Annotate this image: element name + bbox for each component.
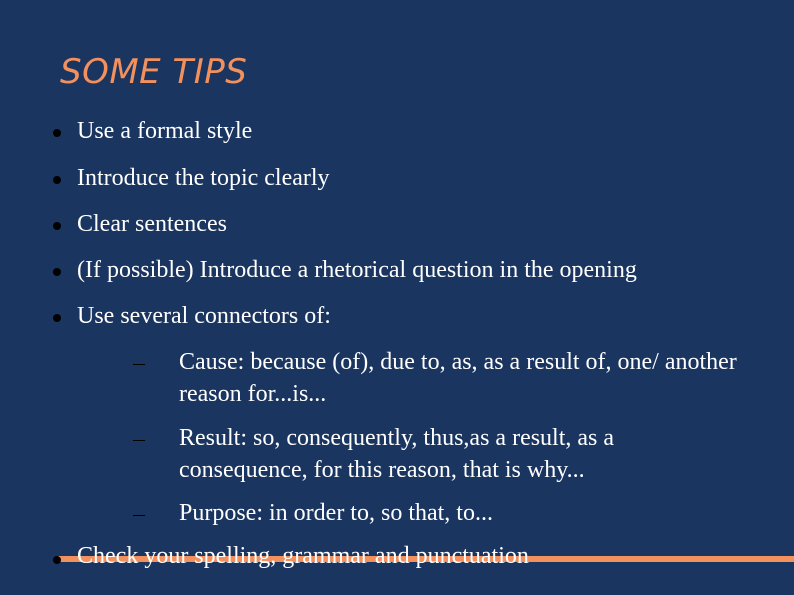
bullet-text: Use a formal style <box>77 118 253 144</box>
bullet-dot-icon <box>53 129 61 137</box>
sub-bullet-text: Result: so, consequently, thus,as a result, as a consequence, for this reason, that is why... <box>179 425 615 483</box>
bullet-dot-icon <box>53 556 61 564</box>
bullet-dot-icon <box>53 176 61 184</box>
bullet-text: Introduce the topic clearly <box>77 165 330 191</box>
bullet-text: Clear sentences <box>77 211 227 237</box>
bullet-dot-icon <box>53 222 61 230</box>
bullet-text: Check your spelling, grammar and punctuation <box>77 543 529 569</box>
dash-icon <box>133 364 145 365</box>
bullet-text: Use several connectors of: <box>77 303 331 329</box>
dash-icon <box>133 515 145 516</box>
bullet-dot-icon <box>53 314 61 322</box>
sub-bullet-text: Cause: because (of), due to, as, as a result of, one/ another reason for...is... <box>179 349 737 407</box>
bullet-text: (If possible) Introduce a rhetorical question in the opening <box>77 257 637 283</box>
slide-title: SOME TIPS <box>60 52 248 92</box>
dash-icon <box>133 440 145 441</box>
bullet-dot-icon <box>53 268 61 276</box>
sub-bullet-text: Purpose: in order to, so that, to... <box>179 500 493 526</box>
